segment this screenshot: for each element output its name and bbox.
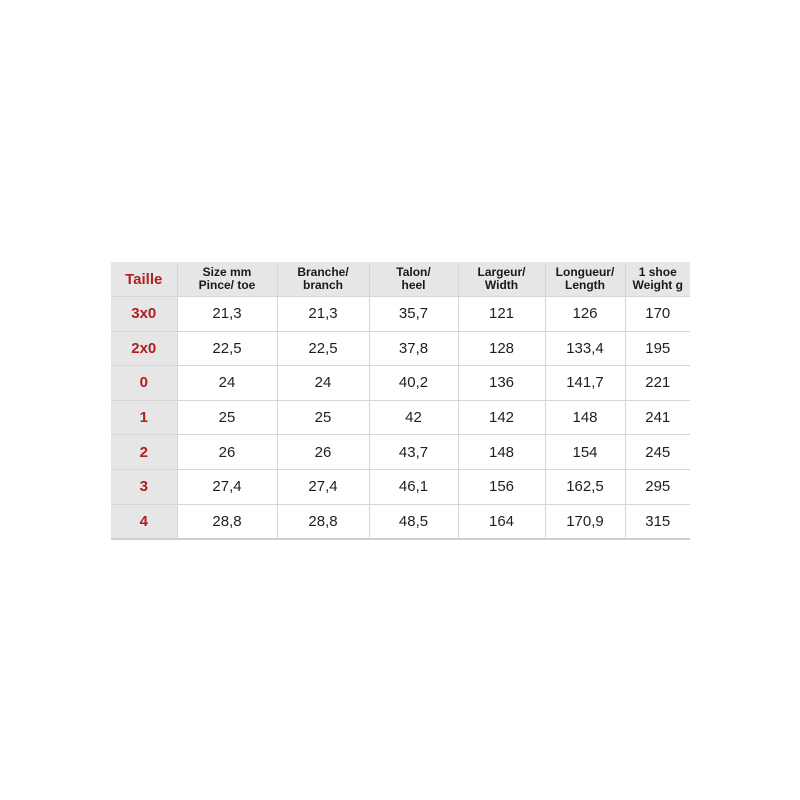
table-row (111, 366, 690, 401)
weight-cell: 221 (625, 366, 690, 401)
pince-cell: 27,4 (177, 469, 277, 504)
largeur-cell: 128 (458, 331, 545, 366)
table-row (111, 331, 690, 366)
weight-cell: 315 (625, 504, 690, 539)
size-label-cell: 1 (111, 400, 177, 435)
weight-cell: 195 (625, 331, 690, 366)
size-label-cell: 3x0 (111, 297, 177, 332)
table-row (111, 504, 690, 539)
largeur-cell: 136 (458, 366, 545, 401)
header-longueur-length: Longueur/ Length (545, 262, 625, 297)
longueur-cell: 133,4 (545, 331, 625, 366)
table-row (111, 400, 690, 435)
size-label-cell: 0 (111, 366, 177, 401)
header-largeur-width: Largeur/ Width (458, 262, 545, 297)
size-label-cell: 2 (111, 435, 177, 470)
pince-cell: 28,8 (177, 504, 277, 539)
longueur-cell: 148 (545, 400, 625, 435)
branche-cell: 24 (277, 366, 369, 401)
talon-cell: 48,5 (369, 504, 458, 539)
longueur-cell: 170,9 (545, 504, 625, 539)
branche-cell: 28,8 (277, 504, 369, 539)
talon-cell: 46,1 (369, 469, 458, 504)
longueur-cell: 141,7 (545, 366, 625, 401)
table-row (111, 469, 690, 504)
header-branche-branch: Branche/ branch (277, 262, 369, 297)
longueur-cell: 154 (545, 435, 625, 470)
branche-cell: 25 (277, 400, 369, 435)
size-label-cell: 3 (111, 469, 177, 504)
talon-cell: 35,7 (369, 297, 458, 332)
weight-cell: 295 (625, 469, 690, 504)
weight-cell: 245 (625, 435, 690, 470)
pince-cell: 26 (177, 435, 277, 470)
header-talon-heel: Talon/ heel (369, 262, 458, 297)
header-shoe-weight: 1 shoe Weight g (625, 262, 690, 297)
largeur-cell: 148 (458, 435, 545, 470)
largeur-cell: 164 (458, 504, 545, 539)
branche-cell: 26 (277, 435, 369, 470)
longueur-cell: 162,5 (545, 469, 625, 504)
pince-cell: 22,5 (177, 331, 277, 366)
pince-cell: 25 (177, 400, 277, 435)
pince-cell: 21,3 (177, 297, 277, 332)
largeur-cell: 156 (458, 469, 545, 504)
header-taille: Taille (111, 262, 177, 297)
talon-cell: 43,7 (369, 435, 458, 470)
weight-cell: 170 (625, 297, 690, 332)
largeur-cell: 142 (458, 400, 545, 435)
largeur-cell: 121 (458, 297, 545, 332)
branche-cell: 21,3 (277, 297, 369, 332)
size-chart-table (111, 262, 690, 540)
table-row (111, 435, 690, 470)
longueur-cell: 126 (545, 297, 625, 332)
talon-cell: 40,2 (369, 366, 458, 401)
weight-cell: 241 (625, 400, 690, 435)
branche-cell: 27,4 (277, 469, 369, 504)
talon-cell: 42 (369, 400, 458, 435)
talon-cell: 37,8 (369, 331, 458, 366)
header-row (111, 262, 690, 297)
size-label-cell: 4 (111, 504, 177, 539)
size-label-cell: 2x0 (111, 331, 177, 366)
pince-cell: 24 (177, 366, 277, 401)
branche-cell: 22,5 (277, 331, 369, 366)
table-row (111, 297, 690, 332)
header-pince-toe: Size mm Pince/ toe (177, 262, 277, 297)
